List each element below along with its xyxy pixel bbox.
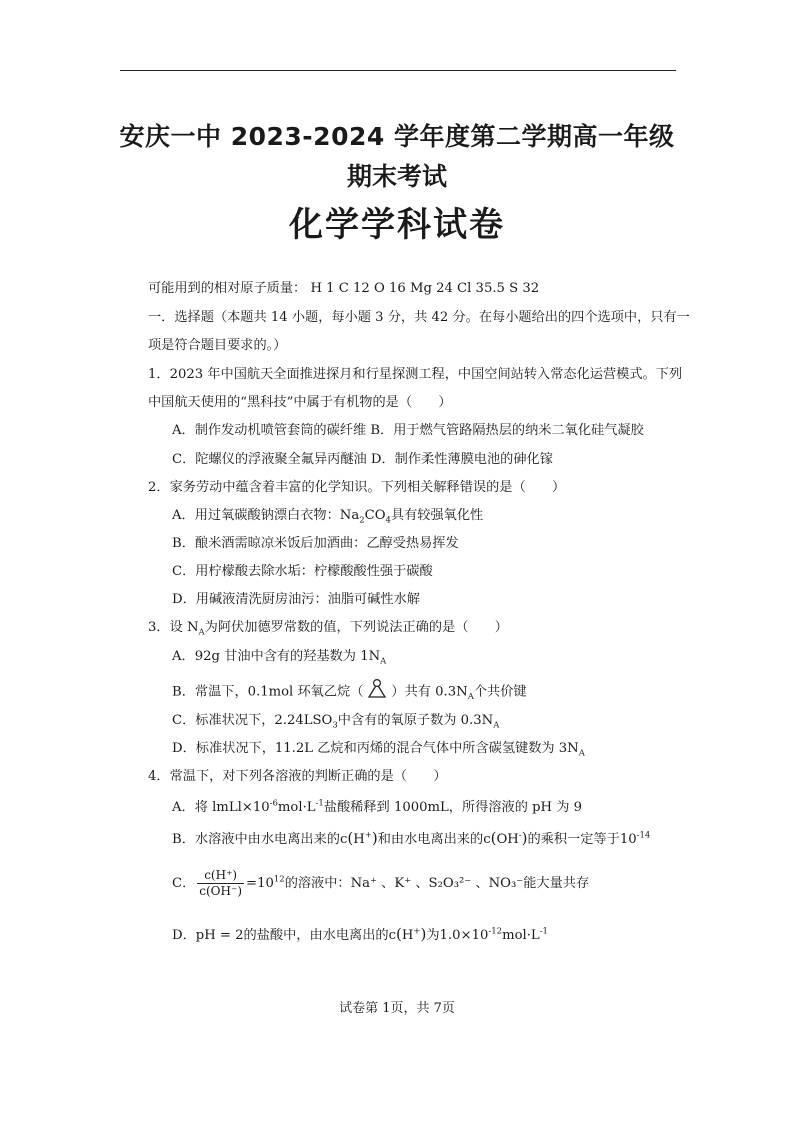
q2-option-d: D．用碱液清洗厨房油污：油脂可碱性水解 <box>172 592 420 607</box>
q4-option-b: B．水溶液中由水电离出来的c(H+)和由水电离出来的c(OH-)的乘积一定等于$10^{-14}$ <box>172 829 651 847</box>
subject-title: 化学学科试卷 <box>289 205 505 245</box>
q2-option-b: B．酿米酒需晾凉米饭后加酒曲：乙醇受热易挥发 <box>172 536 459 551</box>
q1-options-row2: C．陀螺仪的浮液聚全氟异丙醚油 D．制作柔性薄膜电池的砷化镓 <box>172 452 553 467</box>
q3-option-d: D．标准状况下，11.2L 乙烷和丙烯的混合气体中所含碳氢键数为 $3N_A$ <box>172 741 585 759</box>
section-instructions-line2: 项是符合题目要求的。） <box>148 338 287 353</box>
q1-options-row1: A．制作发动机喷管套筒的碳纤维 B．用于燃气管路隔热层的纳米二氧化硅气凝胶 <box>172 423 644 438</box>
q3-stem: 3．设 $N_A$为阿伏加德罗常数的值，下列说法正确的是（ ） <box>148 620 508 638</box>
q3-option-a: A．92g 甘油中含有的羟基数为 $1N_A$ <box>172 649 387 667</box>
epoxide-structure-icon <box>364 678 390 706</box>
q4-option-a: A．将 $lmLl\times 10^{-6}mol\cdot L^{-1}$盐酸稀释到 1000mL，所得溶液的 pH 为 9 <box>172 798 582 815</box>
q2-option-a: A．用过氧碳酸钠漂白衣物：$Na_2CO_4$具有较强氧化性 <box>172 508 484 526</box>
q1-stem-line1: 1．2023 年中国航天全面推进探月和行星探测工程，中国空间站转入常态化运营模式。下列 <box>148 367 683 382</box>
q3-option-c: C．标准状况下，$2.24LSO_3$中含有的氧原子数为 $0.3N_A$ <box>172 713 500 731</box>
atomic-masses: 可能用到的相对原子质量： H 1 C 12 O 16 Mg 24 Cl 35.5 S 32 <box>148 281 540 296</box>
q1-stem-line2: 中国航天使用的“黑科技”中属于有机物的是（ ） <box>148 395 452 410</box>
page-footer: 试卷第 1页，共 7页 <box>339 1001 455 1016</box>
exam-subtitle: 期末考试 <box>346 162 447 191</box>
q4-stem: 4．常温下，对下列各溶液的判断正确的是（ ） <box>148 769 447 784</box>
q4-option-d: D．pH = 2的盐酸中，由水电离出的c(H+)为$1.0\times 10^{-12}mol\cdot L^{-1}$ <box>172 925 548 943</box>
exam-title: 安庆一中 2023-2024 学年度第二学期高一年级 <box>119 122 675 151</box>
q2-stem: 2．家务劳动中蕴含着丰富的化学知识。下列相关解释错误的是（ ） <box>148 480 566 495</box>
q4-option-c: C． $\frac{c(H^+)}{c(OH^-)}$ $=10^{12}$的溶液中：Na⁺ 、K⁺ 、S₂O₃²⁻ 、NO₃⁻能大量共存 <box>172 868 590 898</box>
top-rule <box>120 70 676 71</box>
concentration-ratio-fraction: $\frac{c(H^+)}{c(OH^-)}$ <box>199 868 243 898</box>
q2-option-c: C．用柠檬酸去除水垢：柠檬酸酸性强于碳酸 <box>172 564 433 579</box>
section-instructions-line1: 一．选择题（本题共 14 小题，每小题 3 分，共 42 分。在每小题给出的四个选项中，只有一 <box>148 310 690 325</box>
q3-option-b: B．常温下，0.1mol 环氧乙烷（ ）共有 $0.3N_A$个共价键 <box>172 678 527 706</box>
